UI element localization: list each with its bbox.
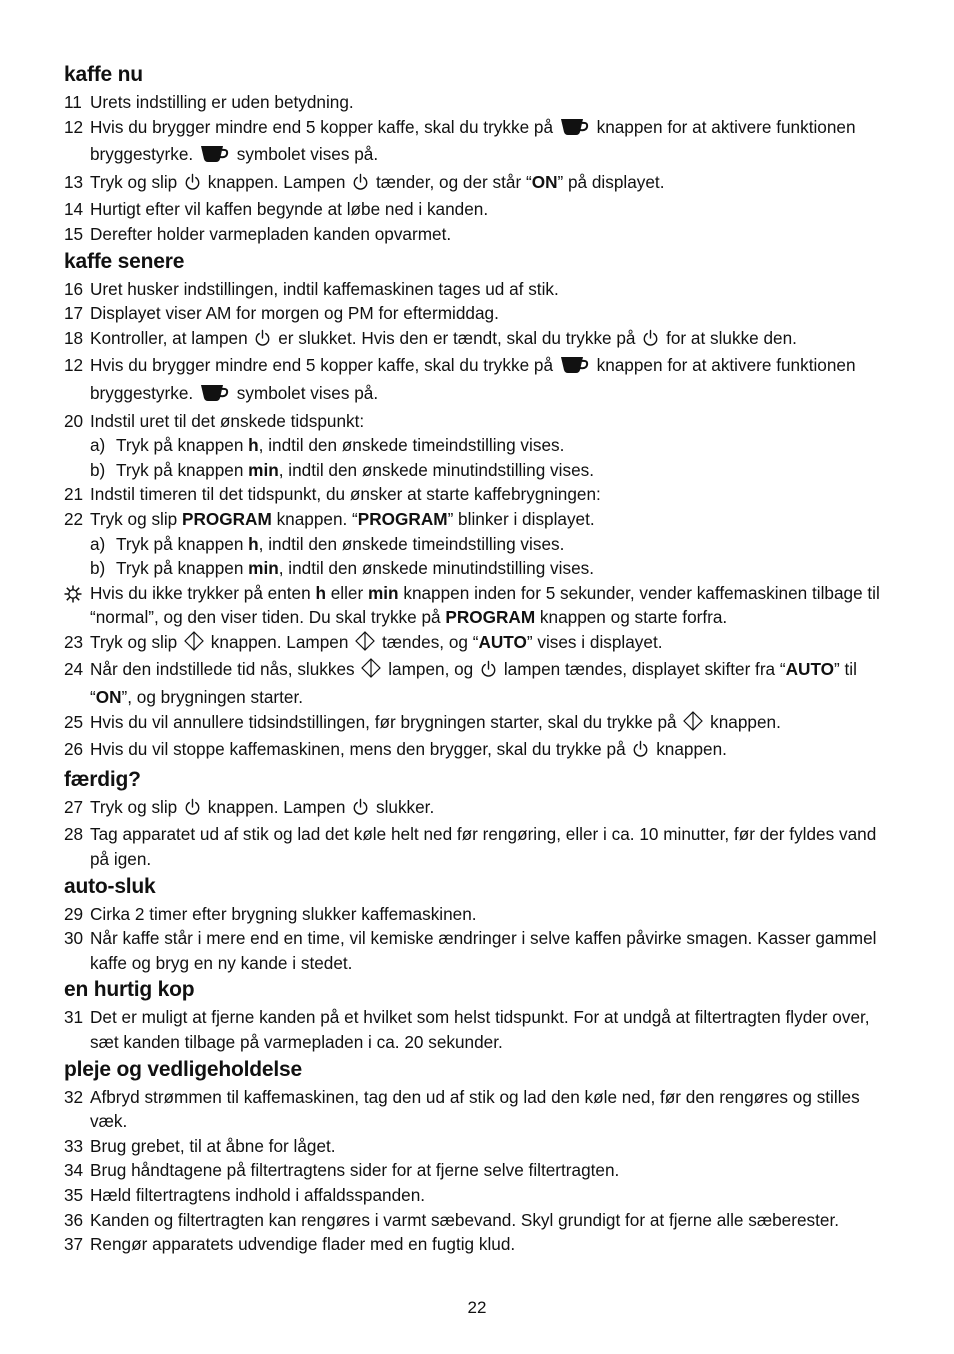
keyword: AUTO [478, 631, 527, 652]
strength-cup-icon [560, 355, 590, 381]
keyword: h [248, 533, 259, 554]
item-number: 30 [64, 928, 84, 949]
list-item [64, 1005, 890, 1054]
item-number: 17 [64, 303, 84, 324]
note-item [64, 581, 890, 630]
list-item [64, 795, 890, 823]
item-text: knappen. [656, 739, 727, 760]
list-item [64, 710, 890, 738]
section-kaffe-senere [64, 247, 890, 765]
item-number: 34 [64, 1160, 84, 1181]
section-auto-sluk [64, 872, 890, 976]
item-number: 16 [64, 278, 84, 299]
item-text: Indstil timeren til det tidspunkt, du ønsker at starte kaffebrygningen: [90, 484, 601, 505]
list-item [64, 630, 890, 658]
item-text: Hvis du brygger mindre end 5 kopper kaffe, skal du trykke på [90, 355, 554, 376]
item-text: Tryk på knappen [116, 558, 244, 579]
item-text: knappen. [710, 711, 781, 732]
list-hurtig-kop [64, 1005, 890, 1054]
list-item [64, 197, 890, 222]
item-number: 12 [64, 355, 84, 376]
heading-pleje: pleje og vedligeholdelse [64, 1057, 302, 1081]
item-number: 24 [64, 659, 84, 680]
item-number: 12 [64, 116, 84, 137]
item-text: ”, og brygningen starter. [121, 687, 304, 708]
sub-label: a) [90, 533, 106, 554]
item-text: Urets indstilling er uden betydning. [90, 92, 354, 112]
power-icon [254, 329, 271, 354]
item-number: 21 [64, 484, 84, 505]
item-number: 27 [64, 796, 84, 817]
power-icon [352, 798, 369, 823]
item-text: Det er muligt at fjerne kanden på et hvilket som helst tidspunkt. For at undgå at filtertragten flyder over, sæt kanden tilbage på varmepladen i ca. 20 sekunder. [90, 1007, 870, 1052]
sub-label: b) [90, 459, 106, 480]
auto-diamond-icon [184, 631, 204, 658]
item-number: 25 [64, 711, 84, 732]
item-number: 29 [64, 903, 84, 924]
item-text: knappen. Lampen [210, 631, 349, 652]
item-text: Når den indstillede tid nås, slukkes [90, 659, 355, 680]
item-number: 26 [64, 739, 84, 760]
list-auto-sluk [64, 902, 890, 976]
item-text: Hvis du vil annullere tidsindstillingen, før brygningen starter, skal du trykke på [90, 711, 677, 732]
item-text: tændes, og “ [381, 631, 479, 652]
item-text: Brug håndtagene på filtertragtens sider for at fjerne selve filtertragten. [90, 1160, 620, 1181]
content [64, 60, 890, 1257]
list-item [64, 1183, 890, 1208]
item-number: 23 [64, 631, 84, 652]
item-text: Tag apparatet ud af stik og lad det køle helt ned før rengøring, eller i ca. 10 minutter, før der fyldes vand på igen. [90, 824, 877, 870]
item-number: 18 [64, 327, 84, 348]
list-faerdig [64, 795, 890, 872]
section-hurtig-kop [64, 975, 890, 1054]
item-text: tænder, og der står “ [375, 171, 532, 192]
list-item [64, 301, 890, 326]
auto-diamond-icon [355, 631, 375, 658]
list-kaffe-senere [64, 277, 890, 765]
section-faerdig [64, 765, 890, 872]
item-text: Indstil uret til det ønskede tidspunkt: [90, 410, 365, 431]
item-number: 35 [64, 1184, 84, 1205]
item-text: symbolet vises på. [236, 382, 379, 403]
item-number: 14 [64, 199, 84, 220]
list-item [64, 507, 890, 581]
section-kaffe-nu [64, 60, 890, 247]
heading-hurtig-kop: en hurtig kop [64, 978, 195, 1002]
item-number: 37 [64, 1234, 84, 1255]
item-number: 33 [64, 1135, 84, 1156]
power-icon [184, 798, 201, 823]
list-item [64, 222, 890, 247]
strength-cup-icon [200, 383, 230, 409]
list-item [64, 90, 890, 115]
item-text: Derefter holder varmepladen kanden opvarmet. [90, 223, 452, 244]
strength-cup-icon [560, 117, 590, 143]
list-item [64, 482, 890, 507]
item-text: Hvis du brygger mindre end 5 kopper kaffe, skal du trykke på [90, 116, 554, 137]
item-text: er slukket. Hvis den er tændt, skal du trykke på [278, 327, 636, 348]
keyword: PROGRAM [445, 607, 536, 628]
list-item [64, 326, 890, 354]
sub-item [90, 556, 890, 581]
item-number: 13 [64, 171, 84, 192]
heading-kaffe-nu: kaffe nu [64, 63, 143, 86]
item-text: ” blinker i displayet. [447, 508, 595, 529]
sub-list [90, 532, 890, 581]
page-number: 22 [467, 1298, 487, 1317]
heading-auto-sluk: auto-sluk [64, 874, 156, 898]
item-text: Tryk på knappen [116, 459, 244, 480]
item-text: knappen. Lampen [207, 171, 346, 192]
keyword: AUTO [785, 659, 835, 680]
list-item [64, 902, 890, 927]
list-kaffe-nu [64, 90, 890, 247]
item-text: , indtil den ønskede timeindstilling vises. [258, 435, 565, 456]
list-item [64, 926, 890, 975]
item-text: Hæld filtertragtens indhold i affaldsspanden. [90, 1184, 426, 1205]
keyword: h [315, 582, 326, 603]
list-item [64, 1208, 890, 1233]
list-item [64, 822, 890, 871]
item-text: knappen. “ [276, 508, 358, 529]
item-text: Cirka 2 timer efter brygning slukker kaffemaskinen. [90, 903, 477, 924]
keyword: h [248, 435, 259, 456]
auto-diamond-icon [683, 711, 703, 738]
list-item [64, 115, 890, 170]
heading-kaffe-senere: kaffe senere [64, 249, 185, 273]
item-text: Tryk og slip [90, 508, 178, 529]
keyword: PROGRAM [357, 508, 448, 529]
keyword: min [368, 582, 399, 603]
power-icon [632, 740, 649, 765]
item-text: Afbryd strømmen til kaffemaskinen, tag den ud af stik og lad den køle ned, før den rengøres og stilles væk. [90, 1086, 860, 1132]
keyword: ON [531, 171, 558, 192]
list-item [64, 737, 890, 765]
item-text: , indtil den ønskede minutindstilling vises. [278, 459, 594, 480]
item-text: Brug grebet, til at åbne for låget. [90, 1135, 336, 1156]
item-text: Kontroller, at lampen [90, 327, 248, 348]
item-text: , indtil den ønskede minutindstilling vises. [278, 558, 594, 579]
power-icon [352, 173, 369, 198]
item-number: 36 [64, 1209, 84, 1230]
item-number: 20 [64, 410, 84, 431]
item-text: for at slukke den. [666, 327, 797, 348]
item-text: ” på displayet. [557, 171, 665, 192]
sub-label: b) [90, 558, 106, 579]
item-text: knappen. Lampen [207, 796, 346, 817]
item-text: Tryk og slip [90, 171, 178, 192]
item-text: Tryk og slip [90, 796, 178, 817]
heading-faerdig: færdig? [64, 767, 141, 791]
list-item [64, 409, 890, 483]
item-text: Hurtigt efter vil kaffen begynde at løbe ned i kanden. [90, 199, 489, 220]
item-text: eller [330, 582, 364, 603]
item-text: Hvis du ikke trykker på enten [90, 582, 311, 603]
item-text: lampen, og [388, 659, 474, 680]
item-text: Når kaffe står i mere end en time, vil kemiske ændringer i selve kaffen påvirke smagen. Kasser gammel kaffe og bryg en ny kande i stedet. [90, 928, 877, 973]
auto-diamond-icon [361, 658, 381, 685]
item-text: Tryk på knappen [116, 533, 244, 554]
keyword: min [248, 558, 279, 579]
sun-note-icon [64, 585, 82, 610]
power-icon [642, 329, 659, 354]
sub-label: a) [90, 435, 106, 456]
item-text: lampen tændes, displayet skifter fra “ [503, 659, 786, 680]
item-number: 28 [64, 824, 84, 845]
sub-list [90, 433, 890, 482]
list-item [64, 1134, 890, 1159]
item-text: knappen og starte forfra. [539, 607, 728, 628]
keyword: min [248, 459, 279, 480]
strength-cup-icon [200, 144, 230, 170]
item-number: 31 [64, 1007, 84, 1028]
item-number: 32 [64, 1086, 84, 1107]
item-number: 15 [64, 223, 84, 244]
item-text: Kanden og filtertragten kan rengøres i varmt sæbevand. Skyl grundigt for at fjerne alle sæberester. [90, 1209, 839, 1230]
item-text: Hvis du vil stoppe kaffemaskinen, mens den brygger, skal du trykke på [90, 739, 626, 760]
item-text: ” vises i displayet. [526, 631, 663, 652]
list-item [64, 1232, 890, 1257]
sub-item [90, 458, 890, 483]
section-pleje [64, 1055, 890, 1257]
list-item [64, 1158, 890, 1183]
item-number: 11 [64, 92, 82, 112]
keyword: PROGRAM [182, 508, 272, 529]
item-text: Rengør apparatets udvendige flader med en fugtig klud. [90, 1234, 516, 1255]
keyword: ON [95, 687, 122, 708]
item-text: knappen for at aktivere funktionen bryggestyrke. [90, 116, 856, 165]
item-text: Displayet viser AM for morgen og PM for eftermiddag. [90, 303, 499, 324]
item-text: slukker. [375, 796, 435, 817]
item-text: ” til “ [90, 659, 857, 708]
item-text: Uret husker indstillingen, indtil kaffemaskinen tages ud af stik. [90, 278, 559, 299]
item-number: 22 [64, 508, 84, 529]
item-text: Tryk på knappen [116, 435, 244, 456]
sub-item [90, 433, 890, 458]
item-text: knappen for at aktivere funktionen bryggestyrke. [90, 355, 856, 403]
item-text: Tryk og slip [90, 631, 178, 652]
list-item [64, 657, 890, 709]
list-item [64, 353, 890, 408]
list-pleje [64, 1085, 890, 1257]
item-text: knappen inden for 5 sekunder, vender kaffemaskinen tilbage til “normal”, og den viser tiden. Du skal trykke på [90, 582, 880, 628]
list-item [64, 1085, 890, 1134]
item-text: , indtil den ønskede timeindstilling vises. [258, 533, 565, 554]
item-text: symbolet vises på. [236, 144, 379, 165]
list-item [64, 277, 890, 302]
list-item [64, 170, 890, 198]
sub-item [90, 532, 890, 557]
power-icon [184, 173, 201, 198]
power-icon [480, 660, 497, 685]
